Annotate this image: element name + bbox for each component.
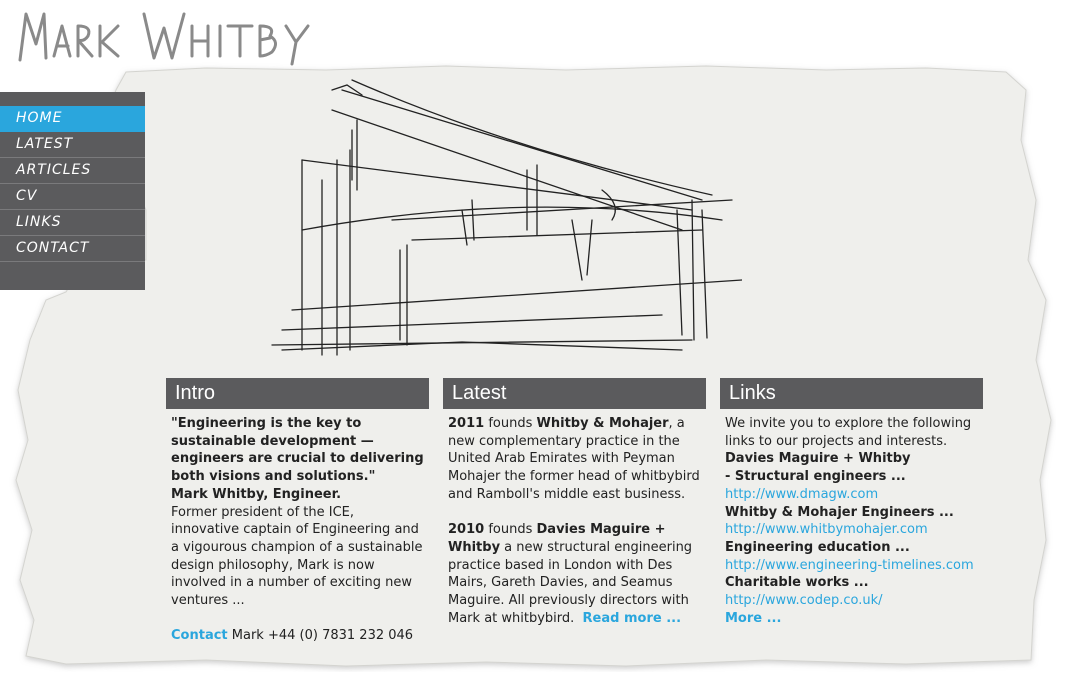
links-intro: We invite you to explore the following links to our projects and interests.: [725, 416, 972, 449]
intro-author: Mark Whitby, Engineer.: [171, 486, 342, 502]
contact-link[interactable]: Contact: [171, 628, 228, 644]
link-entry-title: Charitable works ...: [725, 575, 869, 591]
latest-item-2-year: 2010: [448, 522, 485, 538]
latest-item-2-mid: founds: [488, 522, 533, 538]
link-url-codep[interactable]: http://www.codep.co.uk/: [725, 593, 883, 609]
link-entry-title: Engineering education ...: [725, 539, 910, 555]
latest-heading: Latest: [443, 378, 706, 409]
intro-section: [166, 378, 429, 645]
link-url-whitbymohajer[interactable]: http://www.whitbymohajer.com: [725, 522, 928, 538]
link-entry-subtitle: - Structural engineers ...: [725, 469, 906, 485]
link-entry-title: Davies Maguire + Whitby: [725, 451, 911, 467]
nav-item-latest[interactable]: LATEST: [0, 132, 145, 158]
latest-item-2-text: a new structural engineering practice based in London with Des Mairs, Gareth Davies, and Seamus Maguire. All previously directors with Mark at whitbybird.: [448, 539, 693, 626]
logo-handwriting: [14, 4, 324, 66]
latest-section: [443, 378, 706, 627]
latest-item-1-year: 2011: [448, 416, 485, 431]
latest-item-1: [448, 415, 702, 504]
intro-quote: "Engineering is the key to sustainable development — engineers are crucial to delivering both visions and solutions.": [171, 416, 424, 485]
nav-item-home[interactable]: HOME: [0, 106, 145, 132]
main-nav: [0, 92, 145, 290]
links-heading: Links: [720, 378, 983, 409]
more-links-link[interactable]: More ...: [725, 610, 782, 626]
nav-item-contact[interactable]: CONTACT: [0, 236, 145, 262]
nav-item-articles[interactable]: ARTICLES: [0, 158, 145, 184]
link-entry-title: Whitby & Mohajer Engineers ...: [725, 504, 954, 520]
latest-item-1-mid: founds: [488, 416, 533, 431]
latest-item-2: [448, 521, 702, 627]
contact-phone: Mark +44 (0) 7831 232 046: [231, 628, 414, 644]
site-logo[interactable]: [14, 4, 324, 66]
nav-top-spacer: [0, 92, 145, 106]
read-more-link[interactable]: Read more ...: [582, 610, 682, 626]
latest-item-2-company: Davies Maguire + Whitby: [448, 522, 666, 555]
links-section: [720, 378, 983, 627]
nav-item-links[interactable]: LINKS: [0, 210, 145, 236]
latest-item-1-text: , a new complementary practice in the United Arab Emirates with Peyman Mohajer the former head of whitbybird and Ramboll's middle east business.: [448, 416, 700, 502]
latest-item-1-company: Whitby & Mohajer: [536, 416, 669, 431]
intro-heading: Intro: [166, 378, 429, 409]
intro-contact-line: [171, 627, 425, 645]
architectural-sketch: [262, 70, 742, 370]
intro-body: Former president of the ICE, innovative captain of Engineering and a vigourous champion of a sustainable design philosophy, Mark is now involved in a number of exciting new ventures ...: [171, 504, 423, 609]
nav-item-cv[interactable]: CV: [0, 184, 145, 210]
link-url-dmagw[interactable]: http://www.dmagw.com: [725, 486, 879, 502]
link-url-engineering-timelines[interactable]: http://www.engineering-timelines.com: [725, 557, 974, 573]
